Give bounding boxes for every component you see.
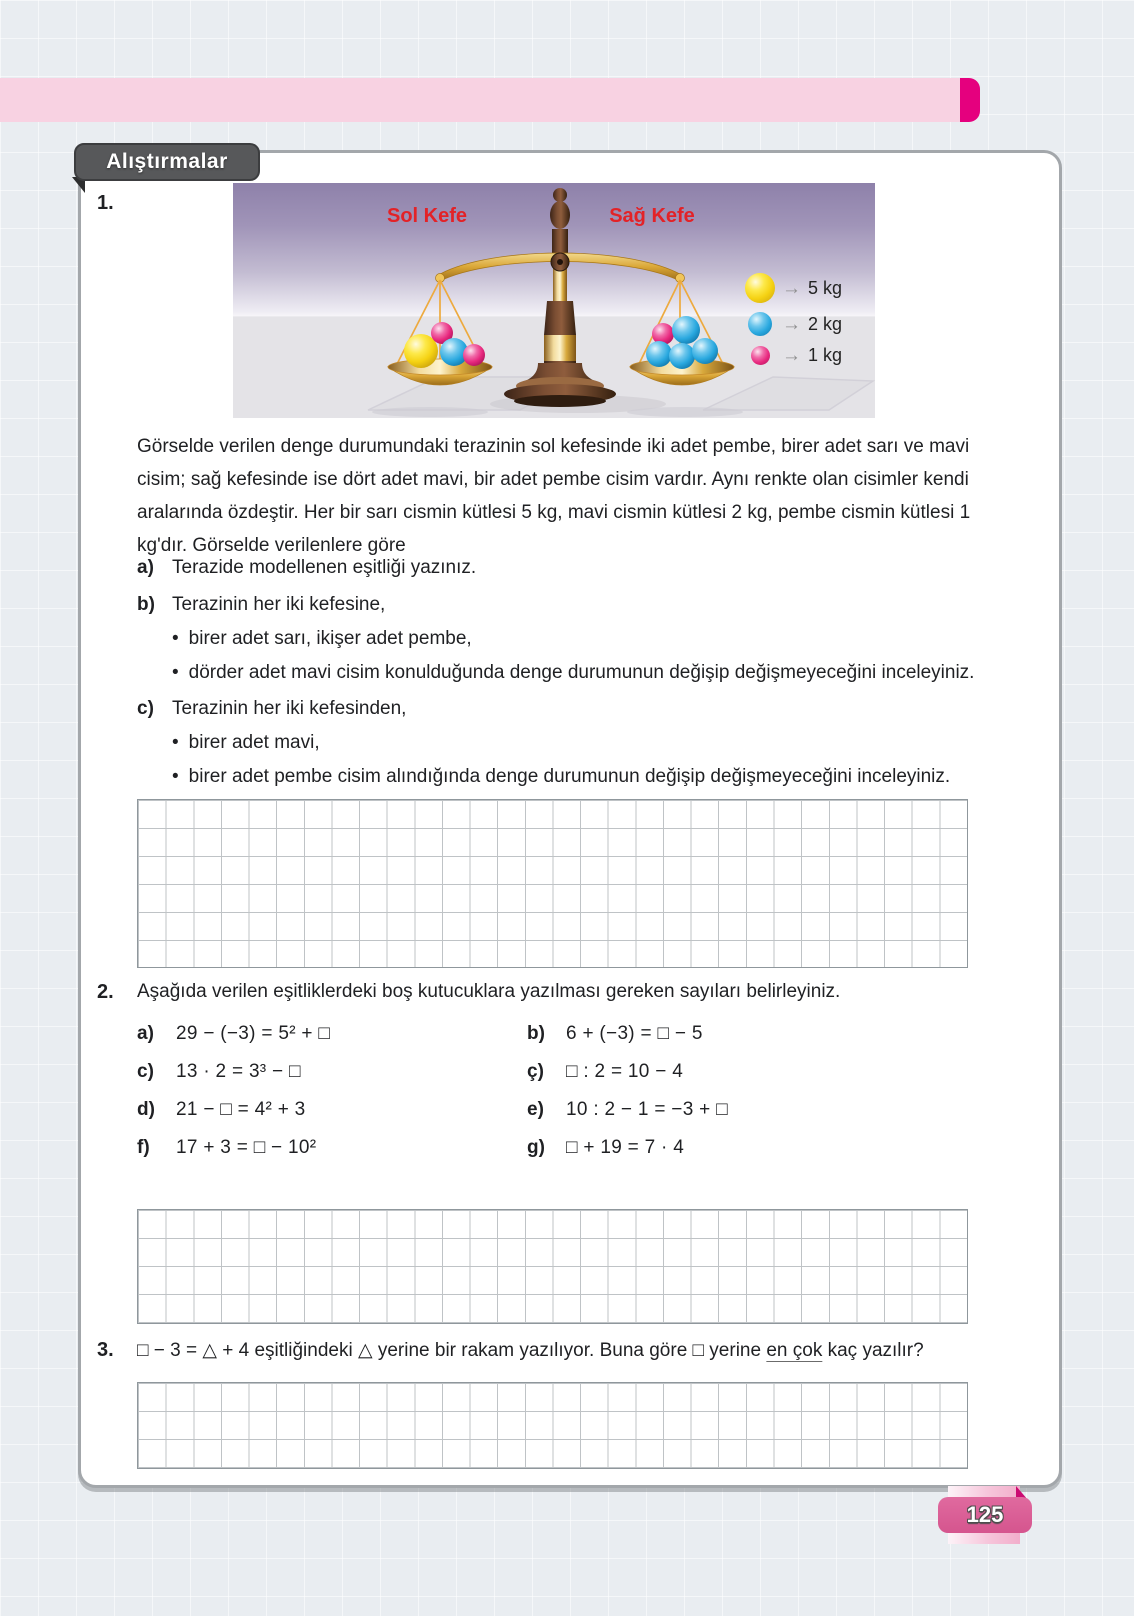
legend-row-yellow bbox=[745, 273, 842, 303]
equation-expression: □ + 19 = 7 · 4 bbox=[566, 1137, 685, 1158]
equation-c bbox=[137, 1061, 301, 1083]
question-2-number: 2. bbox=[97, 981, 114, 1003]
legend-weight: 2 kg bbox=[808, 313, 843, 334]
arrow-icon: → bbox=[782, 345, 801, 366]
equation-e bbox=[527, 1099, 728, 1121]
bullet-text: birer adet sarı, ikişer adet pembe, bbox=[188, 628, 472, 649]
right-pan bbox=[630, 280, 734, 385]
page-number-badge bbox=[938, 1497, 1032, 1533]
question-1-number: 1. bbox=[97, 192, 114, 214]
equation-d bbox=[137, 1099, 306, 1121]
top-bar-magenta-cap bbox=[960, 78, 980, 122]
equation-label: d) bbox=[137, 1099, 155, 1120]
blue-ball-icon bbox=[748, 312, 772, 336]
blue-ball bbox=[646, 341, 672, 367]
question-2-text: Aşağıda verilen eşitliklerdeki boş kutucuklara yazılması gereken sayıları belirleyiniz. bbox=[137, 981, 841, 1002]
exercises-tab-label: Alıştırmalar bbox=[106, 150, 228, 173]
arrow-icon: → bbox=[782, 313, 801, 335]
pink-ball bbox=[463, 344, 485, 366]
equation-label: b) bbox=[527, 1023, 545, 1044]
q1-item-b-bullet-1 bbox=[172, 628, 472, 650]
bullet-text: dörder adet mavi cisim konulduğunda denge durumunun değişip değişmeyeceğini inceleyiniz. bbox=[188, 662, 975, 683]
q1-item-c bbox=[137, 698, 406, 720]
equation-expression: 6 + (−3) = □ − 5 bbox=[566, 1023, 703, 1044]
blue-ball bbox=[672, 316, 700, 344]
yellow-ball-icon bbox=[745, 273, 775, 303]
equation-c-cedilla bbox=[527, 1061, 683, 1083]
q3-text-pre: □ − 3 = △ + 4 eşitliğindeki △ yerine bir rakam yazılıyor. Buna göre □ yerine bbox=[137, 1340, 767, 1361]
equation-b bbox=[527, 1023, 703, 1045]
equation-expression: 10 : 2 − 1 = −3 + □ bbox=[566, 1099, 728, 1120]
item-text: Terazide modellenen eşitliği yazınız. bbox=[172, 557, 477, 578]
question-1-paragraph: Görselde verilen denge durumundaki terazinin sol kefesinde iki adet pembe, birer adet sarı ve mavi cisim; sağ kefesinde ise dört adet mavi, bir adet pembe cisim vardır. Aynı renkte olan cisimler kendi aralarında özdeştir. Her bir sarı cismin kütlesi 5 kg, mavi cismin kütlesi 2 kg, pembe cismin kütlesi 1 kg'dır. Görselde verilenlere göre bbox=[137, 436, 971, 556]
q3-text-underlined: en çok bbox=[766, 1340, 823, 1361]
question-3-number: 3. bbox=[97, 1339, 114, 1361]
equation-label: a) bbox=[137, 1023, 154, 1044]
q3-text-post: kaç yazılır? bbox=[822, 1340, 924, 1361]
equation-f bbox=[137, 1137, 316, 1159]
equation-expression: 29 − (−3) = 5² + □ bbox=[176, 1023, 331, 1044]
bullet-icon: • bbox=[172, 628, 179, 649]
item-label: c) bbox=[137, 698, 154, 719]
question-3-text bbox=[137, 1339, 997, 1362]
q1-item-a bbox=[137, 557, 476, 579]
right-pan-label: Sağ Kefe bbox=[609, 205, 695, 227]
legend-weight: 1 kg bbox=[808, 345, 843, 365]
page-number: 125 bbox=[966, 1502, 1004, 1527]
bullet-text: birer adet pembe cisim alındığında denge durumunun değişip değişmeyeceğini inceleyiniz. bbox=[188, 766, 951, 787]
answer-grid-3 bbox=[137, 1382, 968, 1469]
weight-legend bbox=[745, 273, 842, 366]
equation-label: g) bbox=[527, 1137, 545, 1158]
legend-row-pink bbox=[745, 345, 842, 366]
blue-ball bbox=[669, 343, 695, 369]
pink-ball-icon bbox=[751, 346, 770, 365]
exercises-tab bbox=[74, 143, 260, 181]
scale-pillar bbox=[504, 188, 616, 407]
item-label: b) bbox=[137, 594, 155, 615]
q1-item-c-bullet-2 bbox=[172, 766, 950, 788]
q1-item-b-bullet-2 bbox=[172, 662, 974, 684]
equation-expression: 17 + 3 = □ − 10² bbox=[176, 1137, 317, 1158]
top-pink-bar bbox=[0, 78, 963, 122]
equation-expression: 13 · 2 = 3³ − □ bbox=[176, 1061, 301, 1082]
bullet-icon: • bbox=[172, 766, 179, 787]
equation-expression: 21 − □ = 4² + 3 bbox=[176, 1099, 306, 1120]
answer-grid-2 bbox=[137, 1209, 968, 1324]
legend-row-blue bbox=[745, 312, 842, 336]
bullet-text: birer adet mavi, bbox=[188, 732, 320, 753]
balance-scale-figure bbox=[233, 183, 875, 418]
q1-item-c-bullet-1 bbox=[172, 732, 320, 754]
equation-label: c) bbox=[137, 1061, 154, 1082]
equation-label: ç) bbox=[527, 1061, 544, 1082]
item-label: a) bbox=[137, 557, 154, 578]
equation-expression: □ : 2 = 10 − 4 bbox=[566, 1061, 684, 1082]
left-pan bbox=[388, 280, 492, 385]
legend-weight: 5 kg bbox=[808, 277, 843, 298]
left-pan-label: Sol Kefe bbox=[386, 205, 468, 227]
bullet-icon: • bbox=[172, 732, 179, 753]
q1-item-b bbox=[137, 594, 385, 616]
equation-label: f) bbox=[137, 1137, 150, 1158]
blue-ball bbox=[692, 338, 718, 364]
item-text: Terazinin her iki kefesine, bbox=[172, 594, 386, 615]
bullet-icon: • bbox=[172, 662, 179, 683]
equation-label: e) bbox=[527, 1099, 544, 1120]
arrow-icon: → bbox=[782, 277, 801, 299]
item-text: Terazinin her iki kefesinden, bbox=[172, 698, 407, 719]
equation-a bbox=[137, 1023, 330, 1045]
answer-grid-1 bbox=[137, 799, 968, 968]
equation-g bbox=[527, 1137, 684, 1159]
